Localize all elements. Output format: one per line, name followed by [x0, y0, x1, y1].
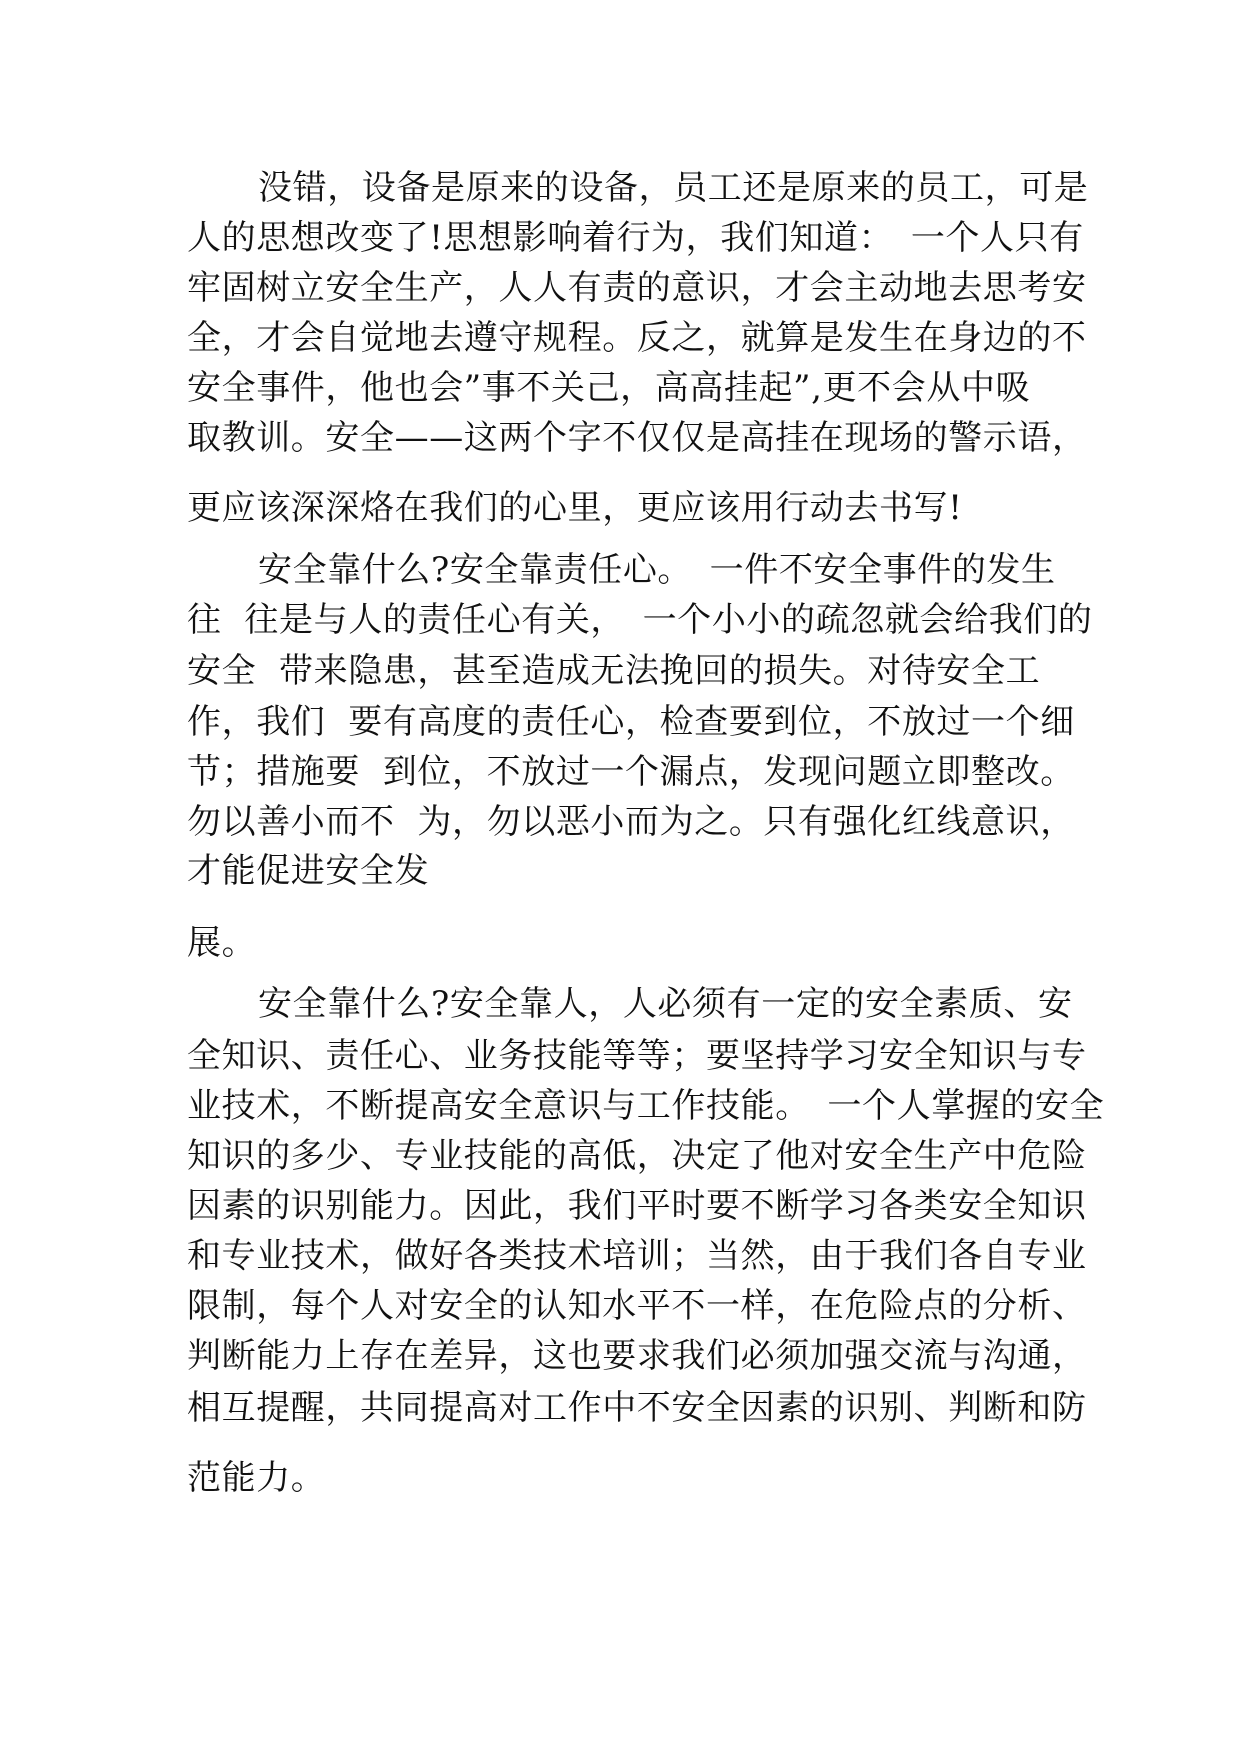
text-line: 全，才会自觉地去遵守规程。反之，就算是发生在身边的不: [187, 318, 1087, 358]
text-line: 才能促进安全发: [187, 851, 430, 891]
text-line: 作，我们 要有高度的责任心，检查要到位，不放过一个细: [187, 702, 1075, 742]
text-line: 安全靠什么?安全靠责任心。 一件不安全事件的发生: [258, 550, 1056, 590]
text-line: 全知识、责任心、业务技能等等；要坚持学习安全知识与专: [187, 1036, 1087, 1076]
text-line: 相互提醒，共同提高对工作中不安全因素的识别、判断和防: [187, 1388, 1087, 1428]
text-line: 展。: [187, 923, 257, 963]
text-line: 业技术，不断提高安全意识与工作技能。 一个人掌握的安全: [187, 1086, 1105, 1126]
text-line: 安全事件，他也会”事不关己，高高挂起”,更不会从中吸: [187, 368, 1031, 408]
text-line: 范能力。: [187, 1458, 326, 1498]
text-line: 知识的多少、专业技能的高低，决定了他对安全生产中危险: [187, 1136, 1087, 1176]
text-line: 因素的识别能力。因此，我们平时要不断学习各类安全知识: [187, 1186, 1087, 1226]
text-line: 节；措施要 到位，不放过一个漏点，发现问题立即整改。: [187, 752, 1075, 792]
text-line: 往 往是与人的责任心有关， 一个小小的疏忽就会给我们的: [187, 600, 1093, 640]
text-line: 安全 带来隐患，甚至造成无法挽回的损失。对待安全工: [187, 651, 1041, 691]
text-line: 判断能力上存在差异，这也要求我们必须加强交流与沟通，: [187, 1336, 1087, 1376]
text-line: 安全靠什么?安全靠人，人必须有一定的安全素质、安: [258, 984, 1073, 1024]
text-line: 更应该深深烙在我们的心里，更应该用行动去书写!: [187, 488, 963, 528]
text-line: 和专业技术，做好各类技术培训；当然，由于我们各自专业: [187, 1236, 1087, 1276]
text-line: 勿以善小而不 为，勿以恶小而为之。只有强化红线意识，: [187, 802, 1075, 842]
text-line: 取教训。安全——这两个字不仅仅是高挂在现场的警示语，: [187, 418, 1087, 458]
text-line: 没错，设备是原来的设备，员工还是原来的员工，可是: [258, 168, 1089, 208]
text-line: 人的思想改变了!思想影响着行为，我们知道： 一个人只有: [187, 218, 1084, 258]
text-line: 牢固树立安全生产，人人有责的意识，才会主动地去思考安: [187, 268, 1087, 308]
text-line: 限制，每个人对安全的认知水平不一样，在危险点的分析、: [187, 1286, 1087, 1326]
